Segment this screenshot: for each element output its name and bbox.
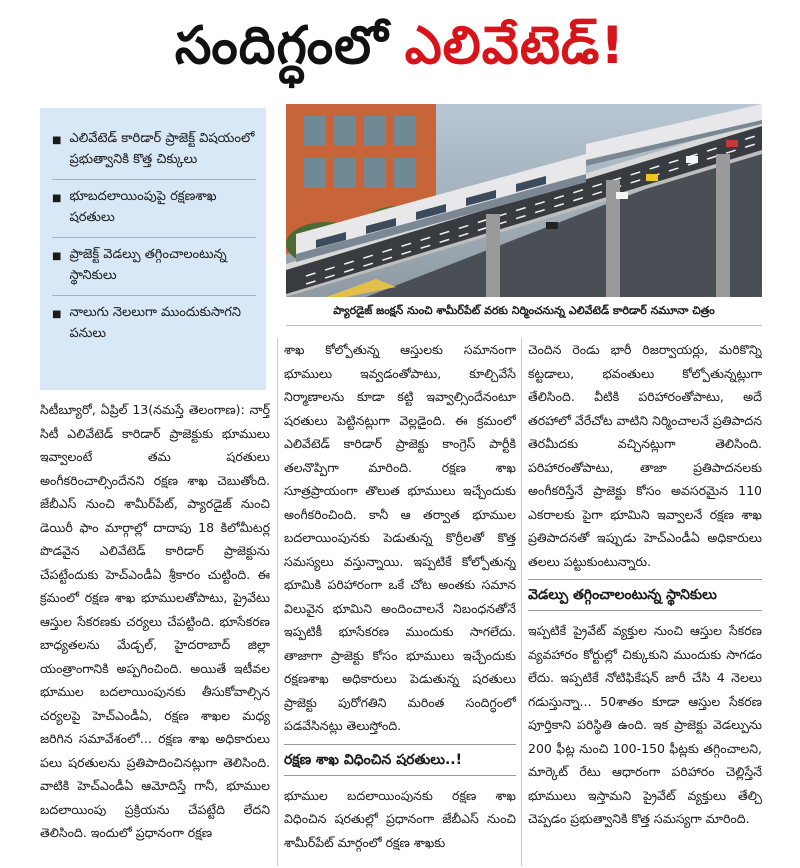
highlight-text: ప్రాజెక్ట్ వెడల్పు తగ్గించాలంటున్న స్థానికులు: [69, 246, 227, 284]
article-paragraph: భూముల బదలాయింపునకు రక్షణ శాఖ విధించిన షరతుల్లో ప్రధానంగా జేబీఎస్ నుంచి శామీర్‌పేట్ మార్గంలో రక్షణ శాఖకు: [284, 787, 516, 850]
headline: [0, 0, 800, 104]
bullet-icon: ■: [52, 135, 62, 146]
article-paragraph: ఇప్పటికే ప్రైవేట్ వ్యక్తుల నుంచి ఆస్తుల సేకరణ వ్యవహారం కోర్టుల్లో చిక్కుకుని ముందుకు సాగడం లేదు. ఇప్పటికే నోటిఫికేషన్ జారీ చేసి 4 నెలలు గడుస్తున్నా... 50శాతం కూడా ఆస్తుల సేకరణ పూర్తికాని పరిస్థితి ఉంది. ఇక ప్రాజెక్టు వెడల్పును 200 ఫీట్ల నుంచి 100-150 ఫీట్లకు తగ్గించాలని, మార్కెట్ రేటు ఆధారంగా పరిహారం చెల్లిస్తేనే భూములు ఇస్తామని ప్రైవేట్ వ్యక్తులు తేల్చి చెప్పడం ప్రభుత్వానికి కొత్త సమస్యగా మారింది.: [528, 623, 762, 827]
highlight-text: ఎలివేటెడ్ కారిడార్ ప్రాజెక్ట్ విషయంలో ప్రభుత్వానికి కొత్త చిక్కులు: [69, 131, 255, 168]
bullet-icon: ■: [52, 250, 62, 262]
highlight-item: [52, 122, 256, 180]
highlight-item: [52, 180, 256, 238]
section-subheading: వెడల్పు తగ్గించాలంటున్న స్థానికులు: [528, 579, 762, 611]
article-column-3: [528, 338, 762, 866]
highlights-box: [40, 108, 266, 390]
article-paragraph: చెందిన రెండు భారీ రిజర్వాయర్లు, మరికొన్ని కట్టడాలు, భవంతులు కోల్పోతున్నట్లుగా తేలిసింది. వీటికి పరిహారంతోపాటు, అదే తరహాలో వేరేచోట వాటిని నిర్మించాలనే ప్రతిపాదన తెరమీదకు వచ్చినట్లుగా తెలిసింది. పరిహారంతోపాటు, తాజా ప్రతిపాదనలకు అంగీకరిస్తేనే ప్రాజెక్టు కోసం అవసరమైన 110 ఎకరాలకు పైగా భూమిని ఇవ్వాలనే రక్షణ శాఖ ప్రతిపాదనతో ఇప్పుడు హెచ్ఎండీఏ అధికారులు తలలు పట్టుకుంటున్నారు.: [528, 342, 762, 569]
column-divider: [277, 338, 278, 866]
article-paragraph: శాఖ కోల్పోతున్న ఆస్తులకు సమానంగా భూములు ఇవ్వడంతోపాటు, కూల్చివేసే నిర్మాణాలను కూడా కట్టి ఇవ్వాల్సిందేనంటూ షరతులు పెట్టినట్లుగా వెల్లడైంది. ఈ క్రమంలో ఎలివేటెడ్ కారిడార్ ప్రాజెక్టు కాంగ్రెస్ పార్టీకి తలనొప్పిగా మారింది. రక్షణ శాఖ సూత్రప్రాయంగా తొలుత భూములు ఇచ్చేందుకు అంగీకరించింది. కానీ ఆ తర్వాత భూముల బదలాయింపునకు పెడుతున్న కొర్రీలతో కొత్త సమస్యలు వస్తున్నాయి. ఇప్పటికే కోల్పోతున్న భూమికి పరిహారంగా ఒకే చోట అంతకు సమాన విలువైన భూమిని అందించాలనే నిబంధనతోనే ఇప్పటికీ భూసేకరణ ముందుకు సాగలేదు. తాజాగా ప్రాజెక్టు కోసం భూములు ఇచ్చేందుకు రక్షణశాఖ అధికారులు పెడుతున్న షరతులు ప్రాజెక్టు పురోగతిని మరింత సందిగ్ధంలో పడవేసినట్లు తెలుస్తోంది.: [284, 342, 516, 733]
photo-caption: ప్యారడైజ్ జంక్షన్ నుంచి శామీర్‌పేట్ వరకు నిర్మించనున్న ఎలివేటెడ్ కారిడార్ నమూనా చిత్రం: [286, 298, 762, 326]
article-column-1: [40, 398, 270, 866]
section-subheading: రక్షణ శాఖ విధించిన షరతులు..!: [284, 744, 516, 776]
highlight-item: [52, 296, 256, 353]
highlight-text: భూబదలాయింపుపై రక్షణశాఖ షరతులు: [69, 188, 217, 226]
headline-part-2: ఎలివేటెడ్!: [404, 15, 626, 76]
article-column-2: [284, 338, 516, 866]
headline-part-1: సందిగ్ధంలో: [174, 15, 389, 76]
elevated-corridor-photo: [286, 104, 762, 297]
highlight-text: నాలుగు నెలలుగా ముందుకుసాగని పనులు: [69, 304, 241, 342]
corridor-illustration: [286, 104, 762, 297]
highlight-item: [52, 238, 256, 296]
article-paragraph: సిటీబ్యూరో, ఏప్రిల్ 13(నమస్తే తెలంగాణ): నార్త్ సిటీ ఎలివేటెడ్ కారిడార్ ప్రాజెక్టుకు భూములు ఇవ్వాలంటే తమ షరతులు అంగీకరించాల్సిందేనని రక్షణ శాఖ చెబుతోంది. జేబీఎస్ నుంచి శామీర్‌పేట్, ప్యారడైజ్ నుంచి డెయిరీ ఫాం మార్గాల్లో దాదాపు 18 కిలోమీటర్ల పొడవైన ఎలివేటెడ్ కారిడార్ ప్రాజెక్టును చేపట్టేందుకు హెచ్ఎండీఏ శ్రీకారం చుట్టింది. ఈ క్రమంలో రక్షణ శాఖ భూములతోపాటు, ప్రైవేటు ఆస్తుల సేకరణకు చర్యలు చేపట్టింది. భూసేకరణ బాధ్యతలను మేడ్చల్, హైదరాబాద్ జిల్లా యంత్రాంగానికి అప్పగించింది. అయితే ఇటీవల భూముల బదలాయింపునకు తీసుకోవాల్సిన చర్యలపై హెచ్ఎండీఏ, రక్షణ శాఖల మధ్య జరిగిన సమావేశంలో... రక్షణ శాఖ అధికారులు పలు షరతులను ప్రతిపాదించినట్లుగా తెలిసింది. వాటికి హెచ్ఎండీఏ ఆమోదిస్తే గానీ, భూముల బదలాయింపు ప్రక్రియను చేపట్టేది లేదని తెలిసింది. ఇందులో ప్రధానంగా రక్షణ: [40, 402, 270, 840]
bullet-icon: ■: [52, 192, 62, 204]
bullet-icon: ■: [52, 308, 62, 320]
column-divider: [521, 338, 522, 866]
